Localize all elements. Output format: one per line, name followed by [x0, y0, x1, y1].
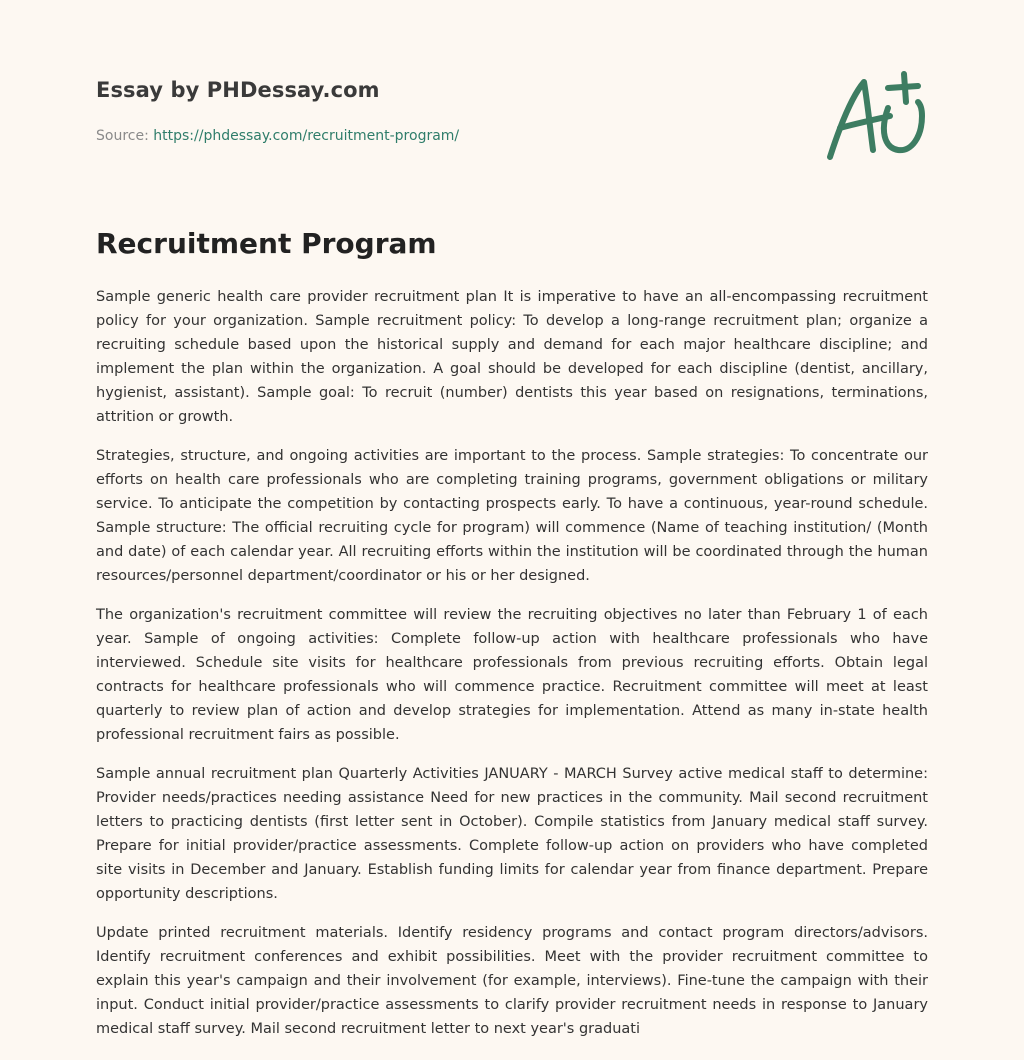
- a-plus-grade-icon: [818, 66, 938, 166]
- document-body: [96, 285, 928, 1056]
- paragraph: The organization's recruitment committee will review the recruiting objectives no later than February 1 of each year. Sample of ongoing activities: Complete follow-up action with healthcare professionals who have interviewed. Schedule site visits for healthcare professionals from previous recruiting efforts. Obtain legal contracts for healthcare professionals who will commence practice. Recruitment committee will meet at least quarterly to review plan of action and develop strategies for implementation. Attend as many in-state health professional recruitment fairs as possible.: [96, 607, 928, 743]
- paragraph: Update printed recruitment materials. Identify residency programs and contact program directors/advisors. Identify recruitment conferences and exhibit possibilities. Meet with the provider recruitment committee to explain this year's campaign and their involvement (for example, interviews). Fine-tune the campaign with their input. Conduct initial provider/practice assessments to clarify provider recruitment needs in response to January medical staff survey. Mail second recruitment letter to next year's graduati: [96, 925, 928, 1037]
- paragraph: Strategies, structure, and ongoing activities are important to the process. Sample strategies: To concentrate our efforts on health care professionals who are completing training programs, government obligations or military service. To anticipate the competition by contacting prospects early. To have a continuous, year-round schedule. Sample structure: The official recruiting cycle for program) will commence (Name of teaching institution/ (Month and date) of each calendar year. All recruiting efforts within the institution will be coordinated through the human resources/personnel department/coordinator or his or her designed.: [96, 448, 928, 584]
- paragraph: Sample generic health care provider recruitment plan It is imperative to have an all-encompassing recruitment policy for your organization. Sample recruitment policy: To develop a long-range recruitment plan; organize a recruiting schedule based upon the historical supply and demand for each major healthcare discipline; and implement the plan within the organization. A goal should be developed for each discipline (dentist, ancillary, hygienist, assistant). Sample goal: To recruit (number) dentists this year based on resignations, terminations, attrition or growth.: [96, 289, 928, 425]
- site-title: Essay by PHDessay.com: [96, 78, 380, 102]
- paragraph: Sample annual recruitment plan Quarterly Activities JANUARY - MARCH Survey active medical staff to determine: Provider needs/practices needing assistance Need for new practices in the community. Mail second recruitment letters to practicing dentists (first letter sent in October). Compile statistics from January medical staff survey. Prepare for initial provider/practice assessments. Complete follow-up action on providers who have completed site visits in December and January. Establish funding limits for calendar year from finance department. Prepare opportunity descriptions.: [96, 766, 928, 902]
- source-link[interactable]: https://phdessay.com/recruitment-program/: [153, 128, 460, 144]
- source-line: [96, 126, 796, 146]
- source-label: Source:: [96, 128, 154, 144]
- page-header: [96, 76, 796, 146]
- document-title: Recruitment Program: [96, 227, 437, 260]
